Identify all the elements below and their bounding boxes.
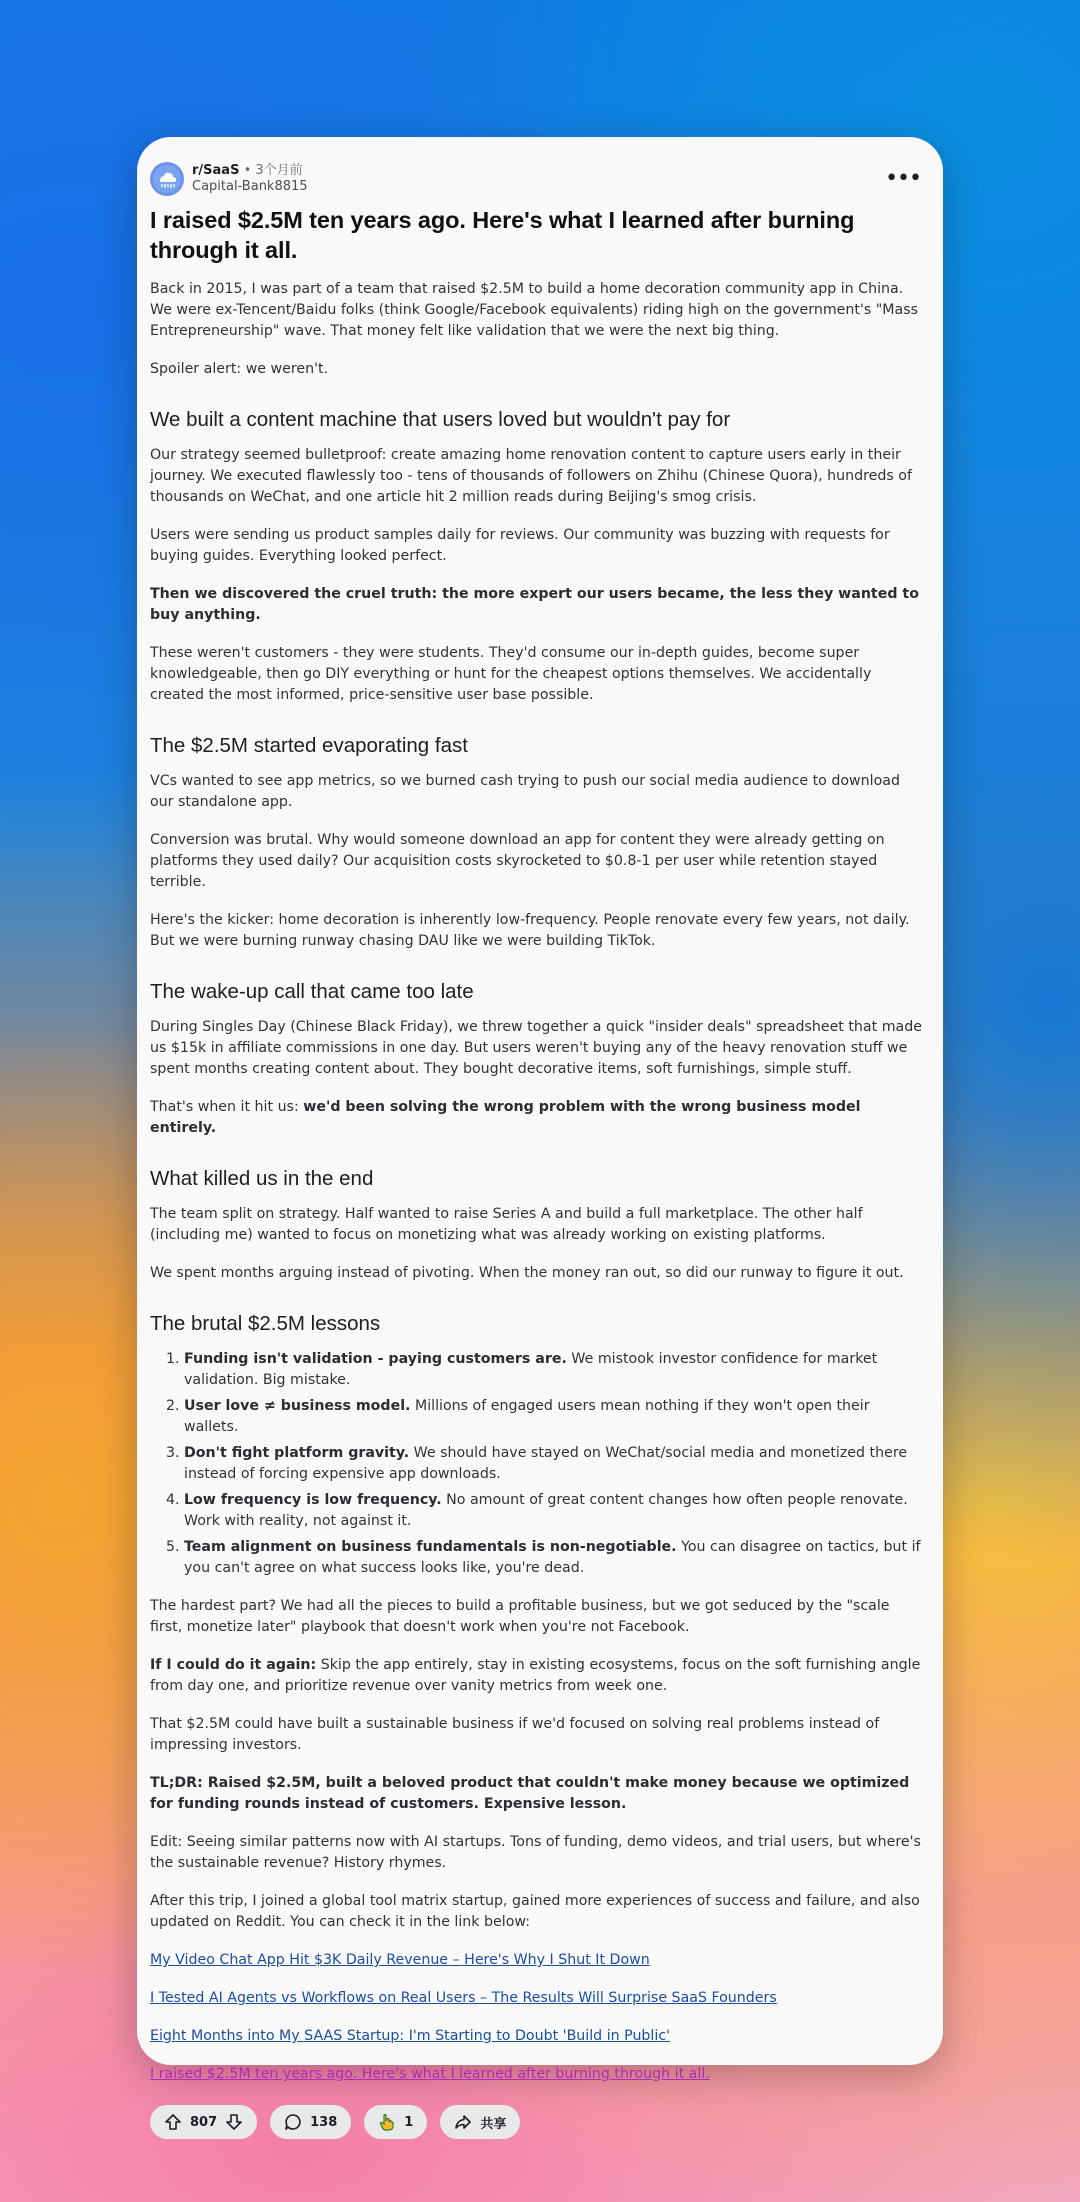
section-heading: The brutal $2.5M lessons — [150, 1312, 381, 1335]
post-author[interactable]: Capital-Bank8815 — [192, 179, 308, 194]
post-header — [150, 161, 925, 197]
award-button[interactable] — [364, 2105, 427, 2139]
bold-text: Low frequency is low frequency. — [184, 1492, 442, 1508]
link-paragraph — [150, 1988, 925, 2009]
paragraph: Users were sending us product samples daily for reviews. Our community was buzzing with requests for buying guides. Everything looked perfect. — [150, 527, 890, 564]
list-item — [184, 1349, 925, 1391]
paragraph: We spent months arguing instead of pivoting. When the money ran out, so did our runway to figure it out. — [150, 1265, 904, 1281]
text: We mistook investor confidence for market validation. Big mistake. — [184, 1351, 878, 1388]
paragraph — [150, 1097, 925, 1139]
hand-award-icon — [378, 2113, 396, 2131]
subreddit-name[interactable]: r/SaaS — [192, 163, 240, 178]
text: Millions of engaged users mean nothing if they won't open their wallets. — [184, 1398, 870, 1435]
section-heading: We built a content machine that users loved but wouldn't pay for — [150, 408, 731, 431]
list-item — [184, 1490, 925, 1532]
paragraph — [150, 1655, 925, 1697]
section-heading: The wake-up call that came too late — [150, 980, 474, 1003]
bold-text: TL;DR: Raised $2.5M, built a beloved product that couldn't make money because we optimized for funding rounds instead of customers. Expensive lesson. — [150, 1775, 910, 1812]
post-link-ai-agents[interactable]: I Tested AI Agents vs Workflows on Real Users – The Results Will Surprise SaaS Founders — [150, 1990, 777, 2006]
paragraph: That $2.5M could have built a sustainable business if we'd focused on solving real problems instead of impressing investors. — [150, 1716, 880, 1753]
comment-count: 138 — [310, 2114, 338, 2130]
post-link-video-chat[interactable]: My Video Chat App Hit $3K Daily Revenue – Here's Why I Shut It Down — [150, 1952, 650, 1968]
text: That's when it hit us: — [150, 1099, 304, 1115]
list-item — [184, 1537, 925, 1579]
paragraph: Here's the kicker: home decoration is inherently low-frequency. People renovate every few years, not daily. But we were burning runway chasing DAU like we were building TikTok. — [150, 912, 910, 949]
text: No amount of great content changes how often people renovate. Work with reality, not against it. — [184, 1492, 908, 1529]
paragraph — [150, 1773, 925, 1815]
link-paragraph — [150, 2064, 925, 2085]
list-item — [184, 1396, 925, 1438]
paragraph: VCs wanted to see app metrics, so we burned cash trying to push our social media audience to download our standalone app. — [150, 773, 900, 810]
paragraph: These weren't customers - they were students. They'd consume our in-depth guides, become super knowledgeable, then go DIY everything or hunt for the cheapest options themselves. We accidentally created the most informed, price-sensitive user base possible. — [150, 645, 872, 703]
bold-text: If I could do it again: — [150, 1657, 317, 1673]
more-options-icon[interactable]: ••• — [885, 166, 921, 191]
paragraph: The team split on strategy. Half wanted to raise Series A and build a full marketplace. The other half (including me) wanted to focus on monetizing what was already working on existing platforms. — [150, 1206, 863, 1243]
post-link-raised[interactable]: I raised $2.5M ten years ago. Here's what I learned after burning through it all. — [150, 2066, 710, 2082]
paragraph: Our strategy seemed bulletproof: create amazing home renovation content to capture users early in their journey. We executed flawlessly too - tens of thousands of followers on Zhihu (Chinese Quora), hundreds of thousands on WeChat, and one article hit 2 million reads during Beijing's smog crisis. — [150, 447, 912, 505]
share-button[interactable] — [440, 2105, 520, 2139]
post-title: I raised $2.5M ten years ago. Here's what I learned after burning through it all. — [150, 207, 855, 263]
paragraph: Spoiler alert: we weren't. — [150, 361, 329, 377]
list-item — [184, 1443, 925, 1485]
bold-text: Funding isn't validation - paying customers are. — [184, 1351, 567, 1367]
lessons-list — [150, 1349, 925, 1579]
bold-text: Then we discovered the cruel truth: the more expert our users became, the less they wanted to buy anything. — [150, 586, 919, 623]
paragraph — [150, 584, 925, 626]
downvote-icon[interactable] — [225, 2113, 243, 2131]
paragraph: Conversion was brutal. Why would someone download an app for content they were already getting on platforms they used daily? Our acquisition costs skyrocketed to $0.8-1 per user while retention stayed terrible. — [150, 832, 885, 890]
paragraph: After this trip, I joined a global tool matrix startup, gained more experiences of success and failure, and also updated on Reddit. You can check it in the link below: — [150, 1893, 920, 1930]
bold-text: Team alignment on business fundamentals is non-negotiable. — [184, 1539, 677, 1555]
post-link-build-in-public[interactable]: Eight Months into My SAAS Startup: I'm Starting to Doubt 'Build in Public' — [150, 2028, 671, 2044]
bold-text: User love ≠ business model. — [184, 1398, 411, 1414]
comment-icon — [284, 2113, 302, 2131]
vote-count: 807 — [190, 2114, 218, 2130]
vote-pill — [150, 2105, 257, 2139]
cloud-icon — [152, 164, 182, 194]
link-paragraph — [150, 2026, 925, 2047]
section-heading: What killed us in the end — [150, 1167, 374, 1190]
link-paragraph — [150, 1950, 925, 1971]
bold-text: Don't fight platform gravity. — [184, 1445, 410, 1461]
subreddit-avatar[interactable] — [150, 162, 184, 196]
bold-text: we'd been solving the wrong problem with the wrong business model entirely. — [150, 1099, 861, 1136]
paragraph: Edit: Seeing similar patterns now with AI startups. Tons of funding, demo videos, and trial users, but where's the sustainable revenue? History rhymes. — [150, 1834, 921, 1871]
section-heading: The $2.5M started evaporating fast — [150, 734, 468, 757]
post-card — [137, 137, 943, 2132]
upvote-icon[interactable] — [164, 2113, 182, 2131]
share-icon — [454, 2113, 472, 2131]
text: You can disagree on tactics, but if you can't agree on what success looks like, you're dead. — [184, 1539, 921, 1576]
text: Skip the app entirely, stay in existing ecosystems, focus on the soft furnishing angle from day one, and prioritize revenue over vanity metrics from week one. — [150, 1657, 921, 1694]
post-time: • 3个月前 — [243, 163, 303, 178]
paragraph: Back in 2015, I was part of a team that raised $2.5M to build a home decoration community app in China. We were ex-Tencent/Baidu folks (think Google/Facebook equivalents) riding high on the government's "Mass Entrepreneurship" wave. That money felt like validation that we were the next big thing. — [150, 281, 918, 339]
paragraph: The hardest part? We had all the pieces to build a profitable business, but we got seduced by the "scale first, monetize later" playbook that doesn't work when you're not Facebook. — [150, 1598, 890, 1635]
text: We should have stayed on WeChat/social media and monetized there instead of forcing expensive app downloads. — [184, 1445, 908, 1482]
action-bar — [150, 2105, 925, 2139]
share-label: 共享 — [480, 2116, 507, 2132]
award-count: 1 — [404, 2114, 414, 2130]
comments-button[interactable] — [270, 2105, 351, 2139]
paragraph: During Singles Day (Chinese Black Friday), we threw together a quick "insider deals" spreadsheet that made us $15k in affiliate commissions in one day. But users weren't buying any of the heavy renovation stuff we spent months creating content about. They bought decorative items, soft furnishings, simple stuff. — [150, 1019, 922, 1077]
